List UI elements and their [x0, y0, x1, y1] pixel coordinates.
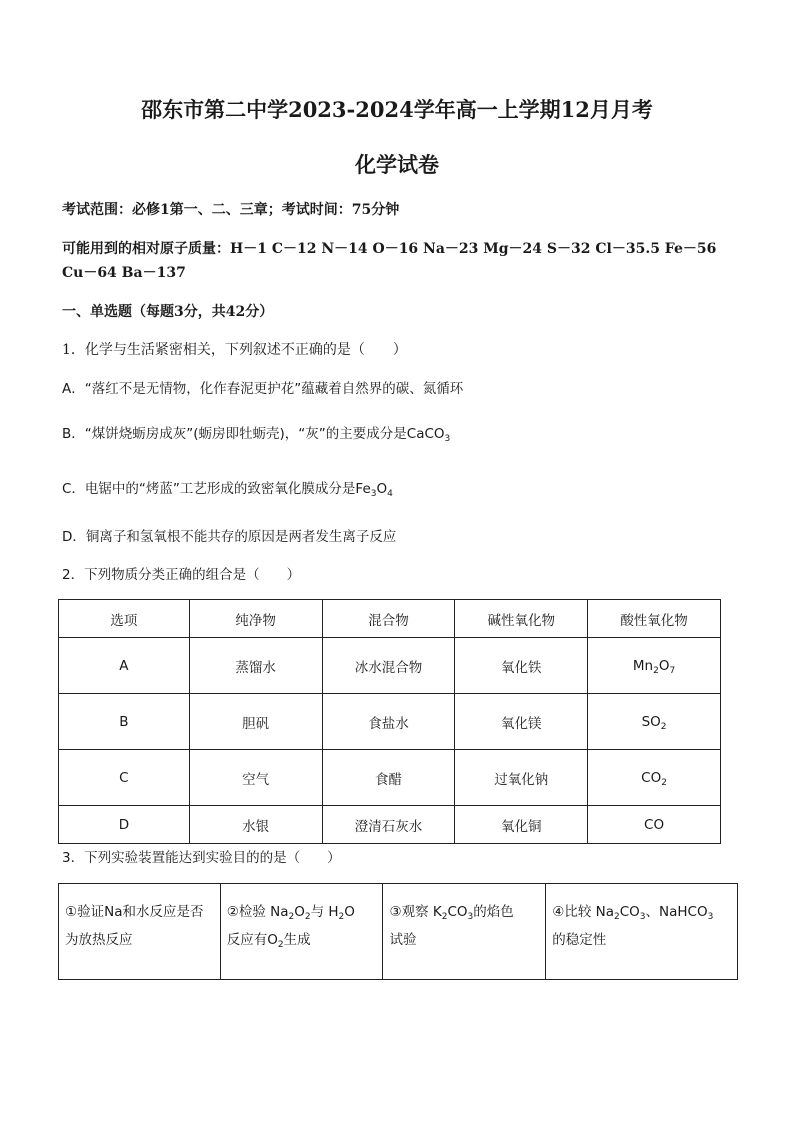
table-row	[59, 750, 721, 806]
q3-cell-1: ①验证Na和水反应是否 为放热反应	[59, 884, 221, 980]
table-row	[59, 638, 721, 694]
q1-option-c-text: C．电锯中的“烤蓝”工艺形成的致密氧化膜成分是	[62, 481, 356, 497]
q2-cell-pure: 空气	[189, 750, 322, 806]
q2-table	[58, 599, 721, 844]
table-row	[59, 694, 721, 750]
q2-cell-mixture: 食醋	[322, 750, 455, 806]
section-heading: 一、单选题（每题3分，共42分）	[62, 304, 274, 320]
exam-scope: 考试范围：必修1第一、二、三章；考试时间：75分钟	[62, 202, 400, 218]
q1-option-a: A．“落红不是无情物，化作春泥更护花”蕴藏着自然界的碳、氮循环	[62, 381, 464, 397]
exam-subtitle: 化学试卷	[355, 152, 439, 177]
q2-header-pure: 纯净物	[189, 600, 322, 638]
fe3o4-formula: $Fe_3O_4$	[355, 481, 393, 499]
q3-cell-4: ④比较 $Na_2CO_3$、NaHCO$_3$ 的稳定性	[546, 884, 738, 980]
q2-cell-basic-oxide: 氧化铜	[455, 806, 588, 844]
q2-cell-mixture: 食盐水	[322, 694, 455, 750]
q2-cell-mixture: 澄清石灰水	[322, 806, 455, 844]
q2-cell-pure: 水银	[189, 806, 322, 844]
q2-header-mixture: 混合物	[322, 600, 455, 638]
q1-stem: 1．化学与生活紧密相关，下列叙述不正确的是（ ）	[62, 342, 407, 358]
q3-table	[58, 883, 738, 980]
q2-cell-option: A	[59, 638, 190, 694]
q1-option-b-text: B．“煤饼烧蛎房成灰”(蛎房即牡蛎壳)，“灰”的主要成分是	[62, 426, 407, 442]
atomic-masses-line2: Cu－64 Ba－137	[62, 265, 186, 281]
q2-header-acidic-oxide: 酸性氧化物	[588, 600, 721, 638]
q3-table-row	[59, 884, 738, 980]
q2-cell-basic-oxide: 氧化铁	[455, 638, 588, 694]
q2-cell-pure: 蒸馏水	[189, 638, 322, 694]
q2-stem: 2．下列物质分类正确的组合是（ ）	[62, 567, 301, 583]
q2-cell-mixture: 冰水混合物	[322, 638, 455, 694]
q2-cell-acidic-oxide: CO	[588, 806, 721, 844]
exam-title: 邵东市第二中学2023-2024学年高一上学期12月月考	[141, 97, 653, 122]
q2-table-header-row	[59, 600, 721, 638]
q3-cell-3: ③观察 $K_2CO_3$的焰色 试验	[383, 884, 546, 980]
caco3-formula: CaCO$_3$	[406, 426, 451, 444]
q2-cell-option: D	[59, 806, 190, 844]
q3-stem: 3．下列实验装置能达到实验目的的是（ ）	[62, 850, 341, 866]
atomic-masses-line1: 可能用到的相对原子质量：H－1 C－12 N－14 O－16 Na－23 Mg－24 S－32 Cl－35.5 Fe－56	[62, 241, 717, 257]
q1-option-b	[62, 422, 734, 446]
q2-cell-acidic-oxide: $Mn_2O_7$	[588, 638, 721, 694]
table-row	[59, 806, 721, 844]
q1-option-d: D．铜离子和氢氧根不能共存的原因是两者发生离子反应	[62, 529, 397, 545]
q2-header-option: 选项	[59, 600, 190, 638]
q2-cell-option: C	[59, 750, 190, 806]
q2-cell-basic-oxide: 过氧化钠	[455, 750, 588, 806]
q3-cell-2: ②检验 $Na_2O_2$与 $H_2O$ 反应有$O_2$生成	[220, 884, 383, 980]
q2-cell-acidic-oxide: $SO_2$	[588, 694, 721, 750]
q2-cell-pure: 胆矾	[189, 694, 322, 750]
q2-cell-option: B	[59, 694, 190, 750]
q2-header-basic-oxide: 碱性氧化物	[455, 600, 588, 638]
q1-option-c	[62, 477, 734, 501]
q2-cell-basic-oxide: 氧化镁	[455, 694, 588, 750]
q2-cell-acidic-oxide: $CO_2$	[588, 750, 721, 806]
